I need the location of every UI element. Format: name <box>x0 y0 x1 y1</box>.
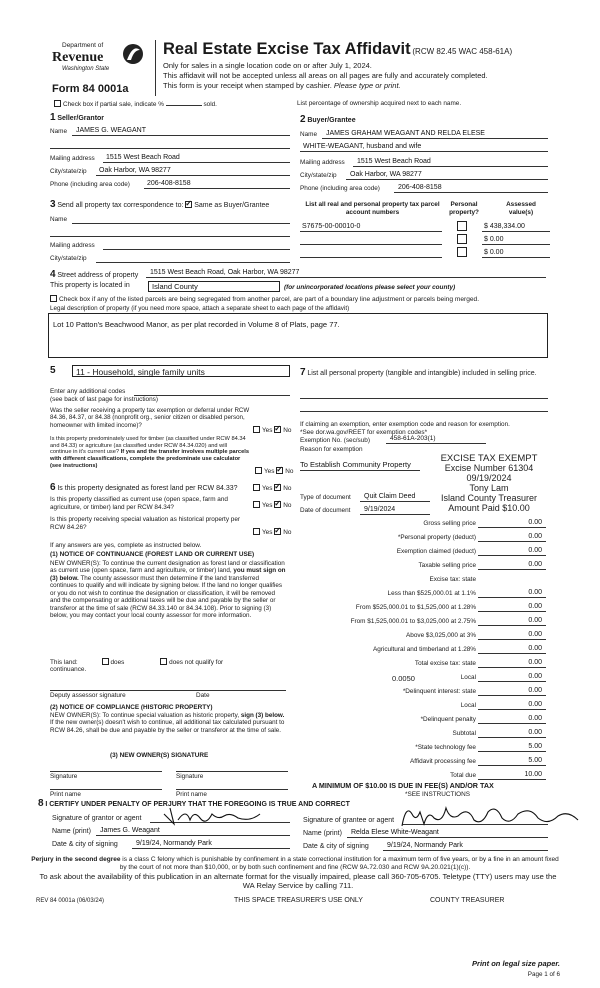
forest-yes-label: Yes <box>262 485 273 492</box>
tax-row-label: Local <box>460 702 476 709</box>
tax-row-label: Subtotal <box>452 730 476 737</box>
grantee-signature <box>398 802 583 830</box>
reason-label: Reason for exemption <box>300 446 363 453</box>
county-select[interactable] <box>148 281 280 292</box>
tax-row <box>300 534 546 544</box>
forest-yes-checkbox[interactable] <box>253 484 260 491</box>
tax-row-field[interactable] <box>478 660 546 668</box>
historic-no-checkbox[interactable] <box>274 528 281 535</box>
current-use-no-label: No <box>283 502 292 509</box>
treasurer-use-only: THIS SPACE TREASURER'S USE ONLY <box>234 897 363 904</box>
section3-mailing-label: Mailing address <box>50 242 95 249</box>
stamp-line5: Island County Treasurer <box>440 493 538 504</box>
form-number: Form 84 0001a <box>52 83 129 95</box>
notice-compliance-title: (2) NOTICE OF COMPLIANCE (HISTORIC PROPERTY) <box>50 704 213 711</box>
deputy-sig-line[interactable] <box>50 690 286 691</box>
stamp-line6: Amount Paid $10.00 <box>448 503 530 513</box>
q2-answers <box>255 467 293 476</box>
exemption-no-label: Exemption No. (sec/sub) <box>300 437 370 444</box>
doc-type-field[interactable]: Quit Claim Deed <box>364 493 416 500</box>
tax-row-label: *Delinquent penalty <box>420 716 476 723</box>
current-use-yes-label: Yes <box>262 502 273 509</box>
grantor-name-label: Name (print) <box>52 828 91 835</box>
this-land-label: This land: <box>50 659 78 666</box>
notice-continuance-text <box>50 560 286 619</box>
tax-row-field[interactable] <box>478 604 546 612</box>
use-code-value: 11 - Household, single family units <box>76 367 205 377</box>
exemption-no-line <box>386 443 486 444</box>
tax-row-value: 0.00 <box>528 673 542 680</box>
page-title <box>163 40 512 59</box>
section7-heading <box>300 367 548 379</box>
seller-phone-label: Phone (including area code) <box>50 181 130 188</box>
buyer-mailing-label: Mailing address <box>300 159 345 166</box>
tax-row-label: *Delinquent interest: state <box>402 688 476 695</box>
seller-mailing-field[interactable]: 1515 West Beach Road <box>106 154 180 161</box>
section3-city-label: City/state/zip <box>50 255 87 262</box>
same-as-buyer-label: Same as Buyer/Grantee <box>194 202 270 209</box>
tax-row-value: 0.00 <box>528 547 542 554</box>
s6-q2-answers <box>253 501 291 510</box>
print-legal-note: Print on legal size paper. <box>472 959 560 968</box>
tax-row-value: 0.00 <box>528 715 542 722</box>
section3-city-line[interactable] <box>96 262 290 263</box>
buyer-phone-label: Phone (including area code) <box>300 185 380 192</box>
historic-question: Is this property receiving special valuation as historical property per RCW 84.26? <box>50 516 241 531</box>
tax-row <box>300 716 546 726</box>
tax-row-label: *Personal property (deduct) <box>397 534 476 541</box>
new-owner-sig-title: (3) NEW OWNER(S) SIGNATURE <box>110 752 209 759</box>
tax-row-field[interactable] <box>478 744 546 752</box>
tax-row-field[interactable] <box>478 548 546 556</box>
buyer-name-field-1[interactable]: JAMES GRAHAM WEAGANT AND RELDA ELESE <box>326 130 485 137</box>
historic-yes-checkbox[interactable] <box>253 528 260 535</box>
seller-phone-field[interactable]: 206-408-8158 <box>147 180 191 187</box>
q2-no-checkbox[interactable] <box>276 467 283 474</box>
tax-row-field[interactable] <box>478 702 546 710</box>
assessed-field-2[interactable]: $ 0.00 <box>484 236 504 243</box>
tax-row-value: 5.00 <box>528 757 542 764</box>
tax-row-value: 0.00 <box>528 519 542 526</box>
tax-row-field[interactable] <box>478 730 546 738</box>
tax-row-label: From $525,000.01 to $1,525,000 at 1.28% <box>355 604 476 611</box>
partial-sale-label: Check box if partial sale, indicate % <box>63 101 164 108</box>
seller-heading <box>50 112 104 124</box>
buyer-city-field[interactable]: Oak Harbor, WA 98277 <box>350 171 422 178</box>
street-label: Street address of property <box>57 272 139 279</box>
current-use-no-checkbox[interactable] <box>274 501 281 508</box>
forest-land-question: Is this property designated as forest land per RCW 84.33? <box>57 485 238 492</box>
forest-no-label: No <box>283 485 292 492</box>
historic-no-label: No <box>283 529 292 536</box>
tax-row-field[interactable] <box>478 674 546 682</box>
q1-yes-label: Yes <box>262 427 273 434</box>
tax-row <box>300 632 546 642</box>
perjury-text: is a class C felony which is punishable by confinement in a state correctional institution for a maximum term of five years, or by a fine in an amount fixed by the court of not more than $10,000, or by both such confinement and fine (RCW 9A.72.030 and RCW 9A.20.021(1)(c)). <box>119 856 559 871</box>
tax-row-field[interactable] <box>478 520 546 528</box>
personal-property-line-2[interactable] <box>300 411 548 412</box>
tax-row <box>300 548 546 558</box>
tax-row <box>300 590 546 600</box>
tax-row-value: 0.00 <box>528 631 542 638</box>
tax-row-label: Less than $525,000.01 at 1.1% <box>387 590 476 597</box>
seller-city-label: City/state/zip <box>50 168 87 175</box>
new-owner-print-line-1[interactable] <box>50 789 162 790</box>
buyer-name-label: Name <box>300 131 318 138</box>
seller-city-field[interactable]: Oak Harbor, WA 98277 <box>99 167 171 174</box>
tax-row-label: Gross selling price <box>423 520 476 527</box>
forest-no-checkbox[interactable] <box>274 484 281 491</box>
header-line1: Only for sales in a single location code on or after July 1, 2024. <box>163 61 372 70</box>
segregated-checkbox[interactable] <box>50 295 57 302</box>
notice1-a: NEW OWNER(S): To continue the current designation as forest land or classification as current use (open space, farm and agriculture, or timber) land, <box>50 560 285 575</box>
new-owner-sig-line-2[interactable] <box>176 771 288 772</box>
if-yes-note: If any answers are yes, complete as instructed below. <box>50 542 202 549</box>
tax-row <box>300 744 546 754</box>
buyer-heading <box>300 114 356 126</box>
tax-row-field[interactable] <box>478 534 546 542</box>
new-owner-sig-label-1: Signature <box>50 773 78 780</box>
buyer-num: 2 <box>300 114 306 125</box>
local-rate: 0.0050 <box>392 674 415 683</box>
rcw-ref: (RCW 82.45 WAC 458-61A) <box>412 47 513 56</box>
parcel-line-3 <box>300 257 442 258</box>
section3-name-line[interactable] <box>72 223 290 224</box>
does-not-checkbox[interactable] <box>160 658 167 665</box>
tax-row-value: 0.00 <box>528 701 542 708</box>
section7-num: 7 <box>300 367 306 378</box>
doc-date-label: Date of document <box>300 507 351 514</box>
tax-row <box>300 702 546 712</box>
section3-name-line2[interactable] <box>50 236 290 237</box>
section3-num: 3 <box>50 199 56 210</box>
county-value: Island County <box>152 282 198 291</box>
q1-no-checkbox[interactable] <box>274 426 281 433</box>
located-label: This property is located in <box>50 282 130 289</box>
tax-row <box>300 674 546 684</box>
notice2-b: If the new owner(s) doesn't wish to continue, all additional tax calculated pursuant to RCW 84.26, shall be due and payable by the seller or transferor at the time of sale. <box>50 719 285 734</box>
assessed-field-1[interactable]: $ 438,334.00 <box>484 223 525 230</box>
tax-row-label: Total due <box>450 772 476 779</box>
partial-sale-checkbox[interactable] <box>54 100 61 107</box>
additional-codes-label: Enter any additional codes <box>50 388 126 395</box>
tax-row-label: Affidavit processing fee <box>410 758 476 765</box>
seller-name-field[interactable]: JAMES G. WEAGANT <box>76 127 147 134</box>
buyer-mailing-field[interactable]: 1515 West Beach Road <box>357 158 431 165</box>
section7-text: List all personal property (tangible and intangible) included in selling price. <box>307 370 537 377</box>
personal-property-checkbox-3[interactable] <box>457 247 467 257</box>
header-line3 <box>163 82 401 91</box>
section3-heading <box>50 199 269 211</box>
header-line2: This affidavit will not be accepted unless all areas on all pages are fully and accurately completed. <box>163 71 488 80</box>
doc-date-field[interactable]: 9/19/2024 <box>364 506 396 513</box>
see-instructions-note: *SEE INSTRUCTIONS <box>405 791 470 798</box>
treasurer-stamp <box>430 454 548 514</box>
notice1-bold: you must sign on (3) below. <box>50 567 286 582</box>
type-print-text: Please type or print. <box>333 81 401 90</box>
tax-row <box>300 646 546 656</box>
reason-line <box>300 470 420 471</box>
dor-emblem-icon <box>122 42 144 68</box>
notice-compliance-text <box>50 712 286 734</box>
parcel-col-header: List all real and personal property tax parcel account numbers <box>305 201 440 216</box>
personal-property-checkbox-1[interactable] <box>457 221 467 231</box>
partial-percent-field[interactable] <box>166 105 202 106</box>
accessibility-notice: To ask about the availability of this publication in an alternate format for the visually impaired, please call 360-705-6705. Teletype (TTY) users may use the WA Relay Service by calling 711. <box>39 872 557 890</box>
dept-line: Department of <box>62 42 104 49</box>
segregated-label: Check box if any of the listed parcels are being segregated from another parcel, are part of a boundary line adjustment or parcels being merged. <box>59 296 480 303</box>
tax-row-label: From $1,525,000.01 to $3,025,000 at 2.75% <box>350 618 476 625</box>
notice-continuance-title: (1) NOTICE OF CONTINUANCE (FOREST LAND OR CURRENT USE) <box>50 551 255 558</box>
new-owner-sig-line-1[interactable] <box>50 771 162 772</box>
tax-row-field[interactable] <box>478 772 546 780</box>
q-timber-agriculture <box>50 436 250 470</box>
q1-answers <box>253 426 291 435</box>
tax-row-label: *State technology fee <box>415 744 476 751</box>
personal-property-line-1[interactable] <box>300 398 548 399</box>
stamp-line4: Tony Lam <box>469 483 509 494</box>
q2-bold: If yes and the transfer involves multiple parcels with different classifications, complete the predominate use calculator (see instructions) <box>50 449 249 469</box>
q1-yes-checkbox[interactable] <box>253 426 260 433</box>
see-back-note: (see back of last page for instructions) <box>50 396 158 403</box>
use-code-select[interactable] <box>72 365 290 377</box>
tax-row-value: 0.00 <box>528 603 542 610</box>
stamp-line2: Excise Number 61304 <box>444 463 534 474</box>
tax-row-field[interactable] <box>478 646 546 654</box>
tax-row <box>300 730 546 740</box>
does-checkbox[interactable] <box>102 658 109 665</box>
assessed-value-col-header: Assessed value(s) <box>506 201 536 216</box>
tax-row-value: 0.00 <box>528 659 542 666</box>
reason-field[interactable]: To Establish Community Property <box>300 460 411 469</box>
current-use-yes-checkbox[interactable] <box>253 501 260 508</box>
grantor-sig-label: Signature of grantor or agent <box>52 815 142 822</box>
notice2-bold: sign (3) below. <box>240 712 285 719</box>
q2-text: Is this property predominately used for timber (as classified under RCW 84.34 and 84.33) or agriculture (as classified under RCW 84.34.020) and will continue in it's current use? <box>50 436 246 456</box>
grantor-signature <box>160 806 270 828</box>
continuance-label: continuance. <box>50 666 87 673</box>
seller-num: 1 <box>50 112 56 123</box>
grantee-date-field[interactable]: 9/19/24, Normandy Park <box>387 842 463 849</box>
receipt-text: This form is your receipt when stamped by cashier. <box>163 81 332 90</box>
tax-row-field[interactable] <box>478 758 546 766</box>
perjury-notice <box>30 856 560 871</box>
historic-yes-label: Yes <box>262 529 273 536</box>
notice1-b: The county assessor must then determine if the land transferred continues to qualify and will indicate by signing below. If the land no longer qualifies or you do not wish to continue the designation or classification, it will be removed and the compensating or additional taxes will be due and payable by the seller or transferor at the time of sale (RCW 84.33.140 or 84.34.108). Prior to signing (3) below, you may contact your local county assessor for more information. <box>50 574 283 619</box>
tax-row-label: Taxable selling price <box>418 562 476 569</box>
section5-num: 5 <box>50 365 56 376</box>
buyer-name-field-2[interactable]: WHITE-WEAGANT, husband and wife <box>303 143 422 150</box>
tax-row <box>300 576 546 586</box>
section4-num: 4 <box>50 269 56 280</box>
tax-row-field[interactable] <box>478 590 546 598</box>
grantee-name-field[interactable]: Relda Elese White-Weagant <box>351 829 439 836</box>
logo-text: Revenue <box>52 50 104 65</box>
grantor-date-label: Date & city of signing <box>52 841 118 848</box>
q2-yes-checkbox[interactable] <box>255 467 262 474</box>
section8-num: 8 <box>38 798 44 809</box>
s6-q1-answers <box>253 484 291 493</box>
grantee-sig-label: Signature of grantee or agent <box>303 817 395 824</box>
tax-row-value: 0.00 <box>528 589 542 596</box>
legal-description-value: Lot 10 Patton's Beachwood Manor, as per plat recorded in Volume 8 of Plats, page 77. <box>53 320 340 329</box>
county-treasurer-label: COUNTY TREASURER <box>430 897 505 904</box>
tax-row-field[interactable] <box>478 618 546 626</box>
grantor-name-field[interactable]: James G. Weagant <box>100 827 160 834</box>
section3-text: Send all property tax correspondence to: <box>57 202 184 209</box>
header-divider <box>155 40 156 96</box>
tax-row <box>300 660 546 670</box>
tax-row-label: Excise tax: state <box>429 576 476 583</box>
tax-row <box>300 604 546 614</box>
minimum-due-note: A MINIMUM OF $10.00 IS DUE IN FEE(S) AND/OR TAX <box>312 781 494 790</box>
q2-yes-label: Yes <box>264 468 275 475</box>
ownership-note: List percentage of ownership acquired next to each name. <box>297 100 462 107</box>
section6-num: 6 <box>50 482 56 493</box>
doc-type-label: Type of document <box>300 494 351 501</box>
does-label: does <box>110 659 125 666</box>
grantee-name-label: Name (print) <box>303 830 342 837</box>
tax-row-value: 0.00 <box>528 687 542 694</box>
does-not-label: does not qualify for <box>169 659 224 666</box>
seller-heading-label: Seller/Grantor <box>57 115 105 122</box>
new-owner-print-line-2[interactable] <box>176 789 288 790</box>
grantee-date-label: Date & city of signing <box>303 843 369 850</box>
unincorporated-note: (for unincorporated locations please select your county) <box>284 284 456 291</box>
section6-q1 <box>50 482 238 494</box>
new-owner-print-label-1: Print name <box>50 791 81 798</box>
tax-row-value: 0.00 <box>528 561 542 568</box>
buyer-city-label: City/state/zip <box>300 172 337 179</box>
legal-description-field[interactable] <box>48 313 548 358</box>
stamp-line3: 09/19/2024 <box>466 473 512 484</box>
q2-no-label: No <box>285 468 294 475</box>
tax-row <box>300 758 546 768</box>
parcel-field-1[interactable]: S7675-00-00010-0 <box>302 223 361 230</box>
q1-no-label: No <box>283 427 292 434</box>
section3-name-label: Name <box>50 216 68 223</box>
tax-row-field[interactable] <box>478 632 546 640</box>
new-owner-print-label-2: Print name <box>176 791 207 798</box>
perjury-bold: Perjury in the second degree <box>31 856 121 863</box>
deputy-date-label: Date <box>196 692 210 699</box>
partial-sale-row <box>54 100 217 109</box>
tax-row <box>300 688 546 698</box>
personal-property-checkbox-2[interactable] <box>457 234 467 244</box>
exemption-no-field[interactable]: 458-61A-203(1) <box>390 435 436 442</box>
buyer-heading-label: Buyer/Grantee <box>307 117 356 124</box>
new-owner-sig-label-2: Signature <box>176 773 204 780</box>
exemption-intro: If claiming an exemption, enter exemption code and reason for exemption. *See dor.wa.gov/REET for exemption codes* <box>300 421 510 436</box>
dor-logo <box>50 42 150 84</box>
tax-row <box>300 618 546 628</box>
same-as-buyer-checkbox[interactable] <box>185 201 192 208</box>
tax-row-value: 0.00 <box>528 617 542 624</box>
segregated-row <box>50 295 479 304</box>
personal-property-col-header: Personal property? <box>449 201 479 216</box>
tax-row-field[interactable] <box>478 562 546 570</box>
parcel-line-2 <box>300 244 442 245</box>
title-text: Real Estate Excise Tax Affidavit <box>163 40 411 58</box>
legal-description-label: Legal description of property (if you need more space, attach a separate sheet to each page of the affidavit) <box>50 305 350 312</box>
tax-row-field[interactable] <box>478 716 546 724</box>
page-number: Page 1 of 6 <box>527 971 560 978</box>
grantor-date-field[interactable]: 9/19/24, Normandy Park <box>136 840 212 847</box>
tax-row-value: 0.00 <box>528 645 542 652</box>
stamp-line1: EXCISE TAX EXEMPT <box>440 453 538 464</box>
street-field[interactable]: 1515 West Beach Road, Oak Harbor, WA 98277 <box>150 269 300 276</box>
current-use-question: Is this property classified as current use (open space, farm and agriculture, or timber) land per RCW 84.34? <box>50 496 228 511</box>
section4-street-row <box>50 269 138 281</box>
seller-name-line2 <box>50 148 290 149</box>
tax-row-label: Above $3,025,000 at 3% <box>406 632 476 639</box>
tax-row <box>300 520 546 530</box>
tax-row-value: 10.00 <box>524 771 542 778</box>
q-exemption-deferral: Was the seller receiving a property tax exemption or deferral under RCW 84.36, 84.37, or 84.38 (nonprofit org., senior citizen or disabled person, homeowner with limited income)? <box>50 407 250 429</box>
tax-row-label: Exemption claimed (deduct) <box>396 548 476 555</box>
tax-row-label: Total excise tax: state <box>414 660 476 667</box>
buyer-phone-field[interactable]: 206-408-8158 <box>398 184 442 191</box>
s6-q3-answers <box>253 528 291 537</box>
tax-row-value: 0.00 <box>528 533 542 540</box>
seller-name-label: Name <box>50 128 68 135</box>
section3-mailing-line[interactable] <box>103 249 290 250</box>
seller-mailing-label: Mailing address <box>50 155 95 162</box>
tax-row-label: Local <box>460 674 476 681</box>
tax-row-value: 0.00 <box>528 729 542 736</box>
rev-code: REV 84 0001a (06/03/24) <box>36 898 105 904</box>
assessed-field-3[interactable]: $ 0.00 <box>484 249 504 256</box>
tax-row-value: 5.00 <box>528 743 542 750</box>
notice2-a: NEW OWNER(S): To continue special valuation as historic property, <box>50 712 240 719</box>
deputy-sig-label: Deputy assessor signature <box>50 692 126 699</box>
state-text: Washington State <box>62 66 110 72</box>
sold-label: sold. <box>203 101 217 108</box>
certify-text: I CERTIFY UNDER PENALTY OF PERJURY THAT THE FOREGOING IS TRUE AND CORRECT <box>45 801 350 808</box>
tax-row-label: Agricultural and timberland at 1.28% <box>372 646 476 653</box>
tax-row-field[interactable] <box>478 688 546 696</box>
tax-row <box>300 562 546 572</box>
